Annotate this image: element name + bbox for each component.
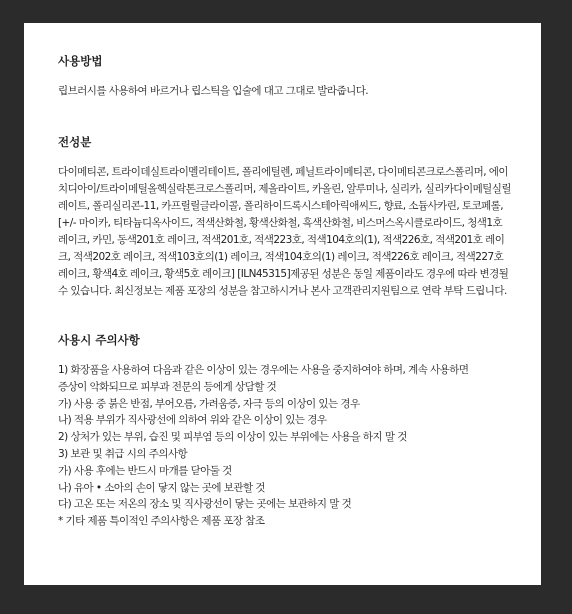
product-info-sheet [24,23,541,585]
caution-line: 나) 적용 부위가 직사광선에 의하여 위와 같은 이상이 있는 경우 [58,414,327,427]
caution-line: 3) 보관 및 취급 시의 주의사항 [58,447,188,460]
caution-line: 가) 사용 후에는 반드시 마개를 닫아둘 것 [58,464,232,477]
caution-line: 가) 사용 중 붉은 반점, 부어오름, 가려움증, 자극 등의 이상이 있는 경우 [58,397,360,410]
usage-heading: 사용방법 [58,54,103,68]
ingredients-text: 다이메티콘, 트라이데실트라이멜리테이트, 폴리에틸렌, 페닐트라이메티콘, 다이메티콘크로스폴리머, 에이치디아이/트라이메틸올헥실락톤크로스폴리머, 제올라이트, 카올린, 알루미나, 실리카, 실리카다이메틸실릴레이트, 폴리실리콘-11, 카프릴릴글라이콜, 폴리하이드록시스테아릭애씨드, 향료, 소듐사카린, 토코페롤, [+/- 마이카, 티타늄디옥사이드, 적색산화철, 황색산화철, 흑색산화철, 비스머스옥시클로라이드, 청색1호 레이크, 카민, 동색201호 레이크, 적색201호, 적색223호, 적색104호의(1), 적색226호, 적색201호 레이크, 적색202호 레이크, 적색103호의(1) 레이크, 적색104호의(1) 레이크, 적색226호 레이크, 적색227호 레이크, 황색4호 레이크, 황색5호 레이크] [ILN45315]제공된 성분은 동일 제품이라도 경우에 따라 변경될 수 있습니다. 최신정보는 제품 포장의 성분을 참고하시거나 본사 고객관리지원팀으로 연락 부탁 드립니다. [58,166,511,297]
caution-line: 1) 화장품을 사용하여 다음과 같은 이상이 있는 경우에는 사용을 중지하여야 하며, 계속 사용하면 [58,364,469,376]
caution-line: * 기타 제품 특이적인 주의사항은 제품 포장 참조 [58,515,265,528]
cautions-list [58,362,511,530]
ingredients-heading: 전성분 [58,135,92,149]
usage-text: 립브러시를 사용하여 바르거나 립스틱을 입술에 대고 그대로 발라줍니다. [58,85,369,97]
cautions-heading: 사용시 주의사항 [58,333,140,347]
caution-line: 나) 유아 • 소아의 손이 닿지 않는 곳에 보관할 것 [58,481,265,494]
caution-line: 다) 고온 또는 저온의 장소 및 직사광선이 닿는 곳에는 보관하지 말 것 [58,498,352,511]
caution-line: 2) 상처가 있는 부위, 습진 및 피부염 등의 이상이 있는 부위에는 사용을 하지 말 것 [58,431,407,444]
caution-line: 증상이 악화되므로 피부과 전문의 등에게 상담할 것 [58,380,277,393]
